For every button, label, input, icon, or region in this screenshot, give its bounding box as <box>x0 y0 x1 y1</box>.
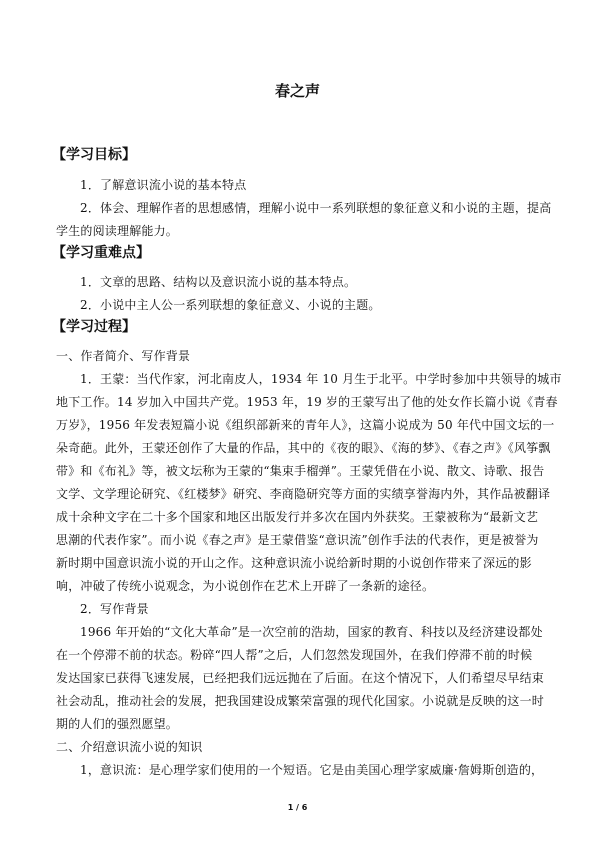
paragraph-line: 带》和《布礼》等，被文坛称为王蒙的“集束手榴弹”。王蒙凭借在小说、散文、诗歌、报告 <box>56 464 545 478</box>
goal-item-1: 1．了解意识流小说的基本特点 <box>80 178 247 192</box>
paragraph-line: 在一个停滞不前的状态。粉碎“四人帮”之后，人们忽然发现国外，在我们停滞不前的时候 <box>56 648 533 662</box>
paragraph-line: 新时期中国意识流小说的开山之作。这种意识流小说给新时期的小说创作带来了深远的影 <box>56 556 532 570</box>
paragraph-line: 地下工作。14 岁加入中国共产党。1953 年，19 岁的王蒙写出了他的处女作长篇小说《青春 <box>56 395 558 409</box>
page-title: 春之声 <box>274 82 320 100</box>
paragraph-line: 文学、文学理论研究、《红楼梦》研究、李商隐研究等方面的实绩享誉海内外，其作品被翻译 <box>56 487 551 501</box>
paragraph-line: 社会动乱，推动社会的发展，把我国建设成繁荣富强的现代化国家。小说就是反映的这一时 <box>56 694 545 708</box>
key-point-2: 2．小说中主人公一系列联想的象征意义、小说的主题。 <box>80 298 381 312</box>
section-two-heading: 二、介绍意识流小说的知识 <box>56 740 203 754</box>
paragraph-line: 思潮的代表作家”。而小说《春之声》是王蒙借鉴“意识流”创作手法的代表作，更是被誉为 <box>56 533 539 547</box>
goal-item-2: 2．体会、理解作者的思想感情，理解小说中一系列联想的象征意义和小说的主题，提高 <box>80 201 552 215</box>
paragraph-line: 响，冲破了传统小说观念，为小说创作在艺术上开辟了一条新的途径。 <box>56 579 435 593</box>
page-number: 1 / 6 <box>287 803 308 812</box>
key-points-heading: 【学习重难点】 <box>52 245 150 261</box>
paragraph-line: 1966 年开始的“文化大革命”是一次空前的浩劫，国家的教育、科技以及经济建设都处 <box>80 625 543 639</box>
paragraph-line: 期的人们的强烈愿望。 <box>56 717 179 731</box>
paragraph-line: 万岁》，1956 年发表短篇小说《组织部新来的青年人》，这篇小说成为 50 年代中国文坛的一 <box>56 418 555 432</box>
paragraph-line: 1．王蒙：当代作家，河北南皮人，1934 年 10 月生于北平。中学时参加中共领导的城市 <box>80 372 562 386</box>
paragraph-line: 1，意识流：是心理学家们使用的一个短语。它是由美国心理学家威廉·詹姆斯创造的， <box>80 763 544 777</box>
process-heading: 【学习过程】 <box>52 319 136 335</box>
goals-heading: 【学习目标】 <box>52 147 136 163</box>
section-one-heading: 一、作者简介、写作背景 <box>56 349 191 363</box>
goal-item-2-cont: 学生的阅读理解能力。 <box>56 224 179 238</box>
key-point-1: 1．文章的思路、结构以及意识流小说的基本特点。 <box>80 275 357 289</box>
paragraph-line: 成十余种文字在二十多个国家和地区出版发行并多次在国内外获奖。王蒙被称为“最新文艺 <box>56 510 539 524</box>
paragraph-line: 朵奇葩。此外，王蒙还创作了大量的作品，其中的《夜的眼》、《海的梦》、《春之声》《风筝飘 <box>56 441 551 455</box>
subsection-heading: 2．写作背景 <box>80 602 149 616</box>
paragraph-line: 发达国家已获得飞速发展，已经把我们远远抛在了后面。在这个情况下，人们希望尽早结束 <box>56 671 545 685</box>
